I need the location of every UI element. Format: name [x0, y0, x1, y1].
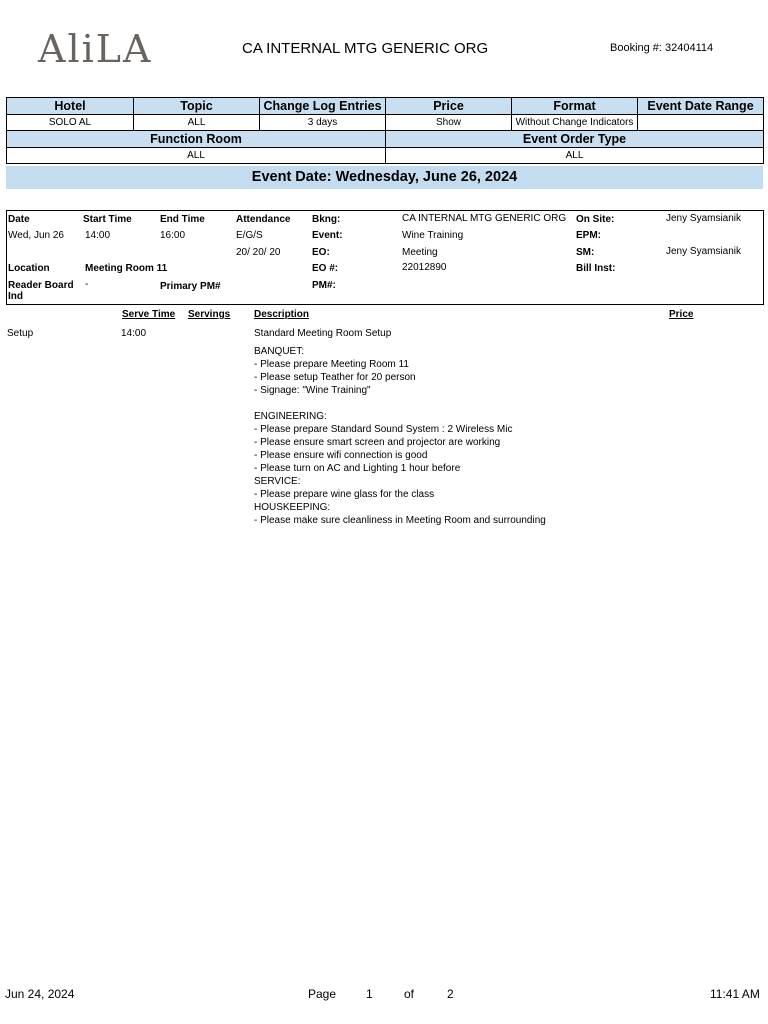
change-log-value: 3 days	[260, 115, 386, 131]
event-value: Wine Training	[402, 230, 464, 241]
document-title: CA INTERNAL MTG GENERIC ORG	[242, 40, 489, 57]
note-line: - Please prepare Meeting Room 11	[254, 359, 409, 370]
pm-number-label: PM#:	[312, 280, 336, 291]
attendance-label: Attendance	[236, 214, 291, 225]
eo-number-label: EO #:	[312, 263, 339, 274]
date-label: Date	[8, 214, 30, 225]
end-time-value: 16:00	[160, 230, 186, 241]
note-line: - Signage: "Wine Training"	[254, 385, 371, 396]
event-notes	[254, 345, 546, 527]
event-info-box	[6, 210, 764, 305]
start-time-label: Start Time	[83, 214, 132, 225]
location-value: Meeting Room 11	[85, 263, 168, 274]
note-line: - Please prepare wine glass for the class	[254, 489, 435, 500]
page-total: 2	[447, 987, 454, 1001]
note-line: - Please ensure wifi connection is good	[254, 450, 428, 461]
reader-board-label: Reader Board	[8, 280, 74, 291]
price-header-detail: Price	[669, 309, 694, 320]
hotel-header: Hotel	[7, 98, 134, 115]
sm-label: SM:	[576, 247, 595, 258]
event-order-type-header: Event Order Type	[386, 131, 764, 148]
eo-label: EO:	[312, 247, 330, 258]
hotel-value: SOLO AL	[7, 115, 134, 131]
reader-board-value: -	[85, 279, 89, 290]
change-log-header: Change Log Entries	[260, 98, 386, 115]
price-header: Price	[386, 98, 512, 115]
start-time-value: 14:00	[85, 230, 111, 241]
footer-date: Jun 24, 2024	[5, 987, 75, 1001]
attendance-value: 20/ 20/ 20	[236, 247, 281, 258]
of-label: of	[404, 987, 415, 1001]
note-line: - Please turn on AC and Lighting 1 hour before	[254, 463, 461, 474]
note-line: HOUSKEEPING:	[254, 502, 331, 513]
note-line: ENGINEERING:	[254, 411, 327, 422]
note-line	[254, 397, 546, 410]
function-room-value: ALL	[7, 148, 386, 164]
primary-pm-label: Primary PM#	[160, 281, 221, 292]
page-current: 1	[366, 987, 373, 1001]
note-line: BANQUET:	[254, 346, 305, 357]
note-line: - Please ensure smart screen and projector are working	[254, 437, 501, 448]
note-line: - Please setup Teather for 20 person	[254, 372, 416, 383]
function-room-header: Function Room	[7, 131, 386, 148]
on-site-value: Jeny Syamsianik	[666, 213, 742, 224]
on-site-label: On Site:	[576, 214, 615, 225]
setup-row-label: Setup	[7, 328, 34, 339]
bkng-value: CA INTERNAL MTG GENERIC ORG	[402, 213, 567, 224]
location-label: Location	[8, 263, 50, 274]
page-label: Page	[308, 987, 337, 1001]
eo-number-value: 22012890	[402, 262, 447, 273]
bill-inst-label: Bill Inst:	[576, 263, 616, 274]
note-line: - Please prepare Standard Sound System : 2 Wireless Mic	[254, 424, 513, 435]
servings-header: Servings	[188, 309, 231, 320]
format-header: Format	[512, 98, 638, 115]
serve-time-header: Serve Time	[122, 309, 176, 320]
attendance-type: E/G/S	[236, 230, 263, 241]
bkng-label: Bkng:	[312, 214, 341, 225]
event-date-range-value	[638, 115, 764, 131]
setup-description: Standard Meeting Room Setup	[254, 328, 392, 339]
price-value: Show	[386, 115, 512, 131]
alila-logo: AliLA	[38, 27, 153, 71]
topic-header: Topic	[134, 98, 260, 115]
end-time-label: End Time	[160, 214, 205, 225]
format-value: Without Change Indicators	[512, 115, 638, 131]
sm-value: Jeny Syamsianik	[666, 246, 742, 257]
event-date-title: Event Date: Wednesday, June 26, 2024	[6, 166, 763, 189]
description-header: Description	[254, 309, 310, 320]
eo-value: Meeting	[402, 247, 438, 258]
date-value: Wed, Jun 26	[8, 230, 64, 241]
footer-time: 11:41 AM	[710, 987, 760, 1001]
event-order-type-value: ALL	[386, 148, 764, 164]
report-filters-table	[6, 97, 764, 164]
reader-board-label-ind: Ind	[8, 291, 23, 302]
event-label: Event:	[312, 230, 343, 241]
setup-serve-time: 14:00	[121, 328, 147, 339]
topic-value: ALL	[134, 115, 260, 131]
note-line: - Please make sure cleanliness in Meeting Room and surrounding	[254, 515, 546, 526]
note-line: SERVICE:	[254, 476, 301, 487]
booking-number: Booking #: 32404114	[610, 42, 714, 54]
epm-label: EPM:	[576, 230, 601, 241]
event-date-range-header: Event Date Range	[638, 98, 764, 115]
